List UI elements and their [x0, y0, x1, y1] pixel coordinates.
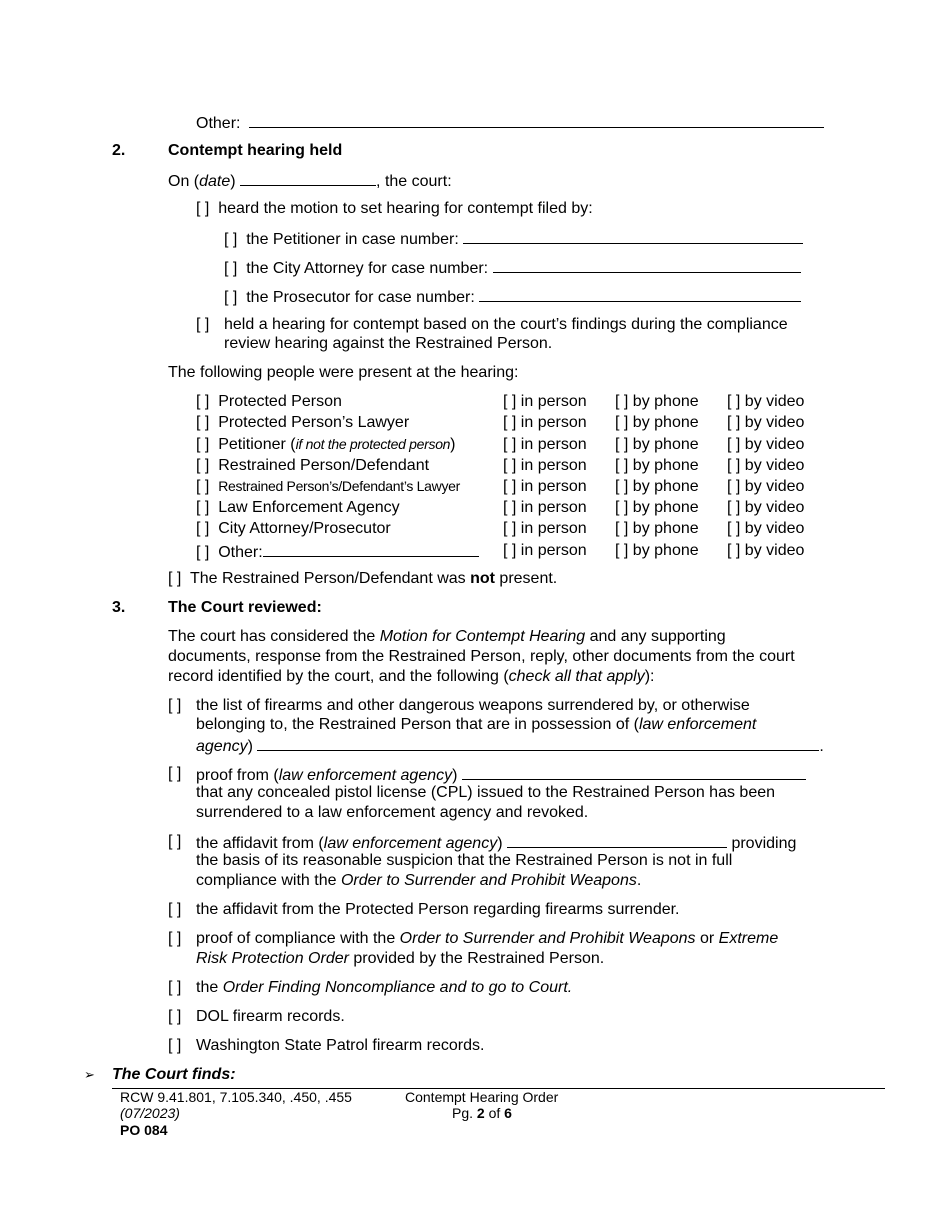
proof-text: proof from ( [196, 767, 279, 784]
attendance-option-by-video [727, 519, 804, 538]
attendee-checkbox[interactable]: [ ] [196, 544, 210, 561]
dol-records-label: DOL firearm records. [196, 1008, 345, 1025]
in-person-label: in person [520, 436, 587, 453]
firearms-agency-field[interactable] [257, 735, 819, 751]
noncompliance-order-row [196, 978, 572, 997]
attendance-option-by-phone [615, 456, 699, 475]
attendance-option-in-person [503, 456, 587, 475]
section-2-number: 2. [112, 142, 126, 159]
attendee-label: Protected Person’s Lawyer [218, 414, 410, 431]
by-video-checkbox[interactable]: [ ] [727, 457, 741, 474]
intro-text: The court has considered the [168, 628, 380, 645]
by-video-label: by video [744, 457, 805, 474]
firearms-close: ) [247, 738, 253, 755]
on-close: ) [230, 173, 236, 190]
by-phone-label: by phone [632, 520, 699, 537]
firearms-agency-word: agency [196, 738, 248, 755]
affidavit-agency-italic: law enforcement agency [323, 835, 498, 852]
attendance-option-in-person [503, 498, 587, 517]
attendance-option-by-phone [615, 435, 699, 454]
attendee-label: Other: [218, 544, 263, 561]
attendee-row [196, 519, 391, 538]
by-phone-label: by phone [632, 436, 699, 453]
noncompliance-order-title: Order Finding Noncompliance and to go to Court. [222, 979, 573, 996]
attendance-option-by-phone [615, 519, 699, 538]
in-person-checkbox[interactable]: [ ] [503, 478, 517, 495]
date-word: date [199, 173, 231, 190]
hearing-date-field[interactable] [240, 170, 376, 186]
by-phone-label: by phone [632, 393, 699, 410]
compliance-text-end: provided by the Restrained Person. [348, 950, 605, 967]
petitioner-case-checkbox[interactable]: [ ] [224, 231, 238, 248]
not-present-checkbox[interactable]: [ ] [168, 570, 182, 587]
arrow-bullet-icon: ➢ [84, 1067, 95, 1082]
dol-records-checkbox[interactable]: [ ] [168, 1008, 182, 1025]
footer-title: Contempt Hearing Order [405, 1089, 559, 1105]
city-attorney-case-label: the City Attorney for case number: [246, 260, 489, 277]
held-hearing-line1: held a hearing for contempt based on the court’s findings during the compliance [224, 316, 788, 333]
protected-affidavit-checkbox[interactable]: [ ] [168, 901, 182, 918]
section-3-number: 3. [112, 599, 126, 616]
attendance-option-by-phone [615, 392, 699, 411]
intro-text-end: ): [644, 668, 655, 685]
page-total: 6 [504, 1105, 512, 1121]
city-attorney-case-field[interactable] [493, 257, 801, 273]
by-phone-label: by phone [632, 542, 699, 559]
by-video-label: by video [744, 520, 805, 537]
city-attorney-case-checkbox[interactable]: [ ] [224, 260, 238, 277]
compliance-proof-line2 [196, 949, 604, 968]
attendee-checkbox[interactable]: [ ] [196, 393, 210, 410]
attendee-checkbox[interactable]: [ ] [196, 414, 210, 431]
compliance-text: proof of compliance with the [196, 930, 400, 947]
attendee-label-note: if not the protected person [295, 436, 451, 452]
by-video-checkbox[interactable]: [ ] [727, 436, 741, 453]
in-person-checkbox[interactable]: [ ] [503, 499, 517, 516]
prosecutor-case-checkbox[interactable]: [ ] [224, 289, 238, 306]
reviewed-intro-line3 [168, 667, 655, 686]
top-other-row [196, 112, 824, 133]
page-of: of [484, 1105, 505, 1121]
proof-agency-italic: law enforcement agency [278, 767, 453, 784]
by-video-checkbox[interactable]: [ ] [727, 499, 741, 516]
wsp-records-label: Washington State Patrol firearm records. [196, 1037, 485, 1054]
prosecutor-case-row [224, 286, 801, 307]
affidavit-order-title: Order to Surrender and Prohibit Weapons [340, 872, 637, 889]
attendance-option-in-person [503, 392, 587, 411]
attendee-checkbox[interactable]: [ ] [196, 499, 210, 516]
attendee-row [196, 413, 409, 432]
footer-form-number: PO 084 [120, 1122, 168, 1138]
proof-cpl-line2: that any concealed pistol license (CPL) issued to the Restrained Person has been [196, 784, 776, 801]
in-person-checkbox[interactable]: [ ] [503, 414, 517, 431]
not-present-end: present. [494, 570, 558, 587]
on-after: , the court: [376, 173, 452, 190]
attendee-checkbox[interactable]: [ ] [196, 478, 210, 495]
heard-motion-checkbox[interactable]: [ ] [196, 200, 210, 217]
prosecutor-case-label: the Prosecutor for case number: [246, 289, 475, 306]
page-prefix: Pg. [452, 1105, 477, 1121]
attendee-checkbox[interactable]: [ ] [196, 436, 210, 453]
by-phone-checkbox[interactable]: [ ] [615, 436, 629, 453]
affidavit-period: . [636, 872, 642, 889]
firearms-period: . [819, 738, 824, 755]
petitioner-case-field[interactable] [463, 228, 803, 244]
affidavit-agency-line2: the basis of its reasonable suspicion that the Restrained Person is not in full [196, 852, 733, 869]
by-video-label: by video [744, 414, 805, 431]
in-person-checkbox[interactable]: [ ] [503, 457, 517, 474]
attendee-label: Restrained Person’s/Defendant’s Lawyer [218, 478, 461, 494]
firearms-list-line3 [196, 735, 824, 756]
compliance-proof-checkbox[interactable]: [ ] [168, 930, 182, 947]
intro-check-all: check all that apply [508, 668, 645, 685]
compliance-or: or [695, 930, 719, 947]
top-other-label: Other: [196, 115, 241, 132]
attendance-option-by-phone [615, 413, 699, 432]
hearing-date-row [168, 170, 452, 191]
by-phone-label: by phone [632, 457, 699, 474]
not-present-emphasis: not [470, 570, 495, 587]
proof-agency-field[interactable] [462, 764, 806, 780]
attendance-option-by-video [727, 435, 804, 454]
affidavit-close: ) [497, 835, 503, 852]
section-3-title: The Court reviewed: [168, 599, 322, 616]
affidavit-agency-line1 [196, 832, 796, 853]
by-phone-label: by phone [632, 414, 699, 431]
attendee-label: Restrained Person/Defendant [218, 457, 430, 474]
petitioner-case-label: the Petitioner in case number: [246, 231, 459, 248]
in-person-checkbox[interactable]: [ ] [503, 436, 517, 453]
attendance-option-by-video [727, 413, 804, 432]
attendee-row [196, 498, 400, 517]
attendance-option-in-person [503, 477, 587, 496]
firearms-agency-italic: law enforcement [638, 716, 757, 733]
compliance-order-title: Order to Surrender and Prohibit Weapons [399, 930, 696, 947]
intro-text-end: and any supporting [585, 628, 726, 645]
heard-motion-row [196, 199, 593, 218]
by-video-checkbox[interactable]: [ ] [727, 478, 741, 495]
footer-rcw: RCW 9.41.801, 7.105.340, .450, .455 [120, 1089, 352, 1105]
city-attorney-case-row [224, 257, 801, 278]
by-video-label: by video [744, 436, 805, 453]
wsp-records-checkbox[interactable]: [ ] [168, 1037, 182, 1054]
attendance-option-in-person [503, 519, 587, 538]
in-person-label: in person [520, 414, 587, 431]
intro-text: record identified by the court, and the following ( [168, 668, 509, 685]
by-phone-checkbox[interactable]: [ ] [615, 414, 629, 431]
not-present-row [168, 569, 557, 588]
affidavit-agency-field[interactable] [507, 832, 727, 848]
by-video-label: by video [744, 542, 805, 559]
by-video-checkbox[interactable]: [ ] [727, 542, 741, 559]
proof-cpl-checkbox[interactable]: [ ] [168, 765, 182, 782]
proof-close: ) [452, 767, 458, 784]
section-2-title: Contempt hearing held [168, 142, 343, 159]
attendee-row [196, 541, 479, 562]
held-hearing-line2: review hearing against the Restrained Person. [224, 335, 553, 352]
by-video-checkbox[interactable]: [ ] [727, 414, 741, 431]
petitioner-case-row [224, 228, 803, 249]
footer-page [452, 1105, 512, 1122]
in-person-checkbox[interactable]: [ ] [503, 520, 517, 537]
heard-motion-label: heard the motion to set hearing for contempt filed by: [218, 200, 593, 217]
page-number: 2 [476, 1105, 485, 1121]
attendance-option-by-phone [615, 477, 699, 496]
footer-date: (07/2023) [120, 1105, 180, 1121]
attendance-option-by-phone [615, 541, 699, 560]
in-person-label: in person [520, 499, 587, 516]
firearms-list-line1: the list of firearms and other dangerous weapons surrendered by, or otherwise [196, 697, 750, 714]
on-prefix: On ( [168, 173, 200, 190]
by-video-checkbox[interactable]: [ ] [727, 520, 741, 537]
proof-cpl-line3: surrendered to a law enforcement agency and revoked. [196, 804, 589, 821]
attendee-label-close: ) [450, 436, 456, 453]
reviewed-intro-line2: documents, response from the Restrained Person, reply, other documents from the court [168, 648, 795, 665]
intro-motion-title: Motion for Contempt Hearing [379, 628, 586, 645]
compliance-erpo-end: Risk Protection Order [196, 950, 349, 967]
by-phone-checkbox[interactable]: [ ] [615, 520, 629, 537]
attendee-label: Petitioner ( [218, 436, 296, 453]
attendance-option-in-person [503, 541, 587, 560]
attendee-row [196, 456, 429, 475]
attendance-option-by-video [727, 541, 804, 560]
attendee-row [196, 435, 456, 454]
attendance-option-by-phone [615, 498, 699, 517]
in-person-checkbox[interactable]: [ ] [503, 542, 517, 559]
attendee-label: Protected Person [218, 393, 342, 410]
court-finds-heading: The Court finds: [112, 1066, 236, 1083]
by-phone-checkbox[interactable]: [ ] [615, 393, 629, 410]
in-person-label: in person [520, 457, 587, 474]
in-person-label: in person [520, 393, 587, 410]
attendee-checkbox[interactable]: [ ] [196, 520, 210, 537]
top-other-field[interactable] [249, 112, 824, 128]
attendee-other-field[interactable] [263, 541, 479, 557]
held-hearing-checkbox[interactable]: [ ] [196, 316, 210, 333]
attendance-option-by-video [727, 456, 804, 475]
affidavit-providing: providing [731, 835, 797, 852]
attendee-row [196, 392, 342, 411]
affidavit-text: the affidavit from ( [196, 835, 324, 852]
compliance-proof-line1 [196, 929, 778, 948]
attendance-option-by-video [727, 498, 804, 517]
by-video-label: by video [744, 499, 805, 516]
attendee-checkbox[interactable]: [ ] [196, 457, 210, 474]
firearms-text: belonging to, the Restrained Person that are in possession of ( [196, 716, 639, 733]
affidavit-text: compliance with the [196, 872, 341, 889]
not-present-text: The Restrained Person/Defendant was [189, 570, 471, 587]
compliance-erpo-start: Extreme [718, 930, 779, 947]
attendee-label: Law Enforcement Agency [218, 499, 400, 516]
prosecutor-case-field[interactable] [479, 286, 801, 302]
noncompliance-text: the [196, 979, 223, 996]
in-person-label: in person [520, 478, 587, 495]
attendance-option-in-person [503, 435, 587, 454]
present-intro: The following people were present at the hearing: [168, 364, 519, 381]
by-video-label: by video [744, 478, 805, 495]
affidavit-agency-checkbox[interactable]: [ ] [168, 833, 182, 850]
by-phone-label: by phone [632, 478, 699, 495]
in-person-label: in person [520, 520, 587, 537]
by-phone-checkbox[interactable]: [ ] [615, 499, 629, 516]
by-video-label: by video [744, 393, 805, 410]
in-person-checkbox[interactable]: [ ] [503, 393, 517, 410]
attendee-row [196, 477, 460, 496]
attendance-option-in-person [503, 413, 587, 432]
protected-affidavit-label: the affidavit from the Protected Person regarding firearms surrender. [196, 901, 680, 918]
reviewed-intro-line1 [168, 627, 726, 646]
firearms-list-line2 [196, 715, 756, 734]
by-phone-checkbox[interactable]: [ ] [615, 542, 629, 559]
proof-cpl-line1 [196, 764, 806, 785]
by-phone-label: by phone [632, 499, 699, 516]
attendee-label: City Attorney/Prosecutor [218, 520, 391, 537]
by-phone-checkbox[interactable]: [ ] [615, 457, 629, 474]
attendance-option-by-video [727, 477, 804, 496]
noncompliance-order-checkbox[interactable]: [ ] [168, 979, 182, 996]
affidavit-agency-line3 [196, 871, 641, 890]
attendance-option-by-video [727, 392, 804, 411]
by-video-checkbox[interactable]: [ ] [727, 393, 741, 410]
in-person-label: in person [520, 542, 587, 559]
by-phone-checkbox[interactable]: [ ] [615, 478, 629, 495]
firearms-list-checkbox[interactable]: [ ] [168, 697, 182, 714]
